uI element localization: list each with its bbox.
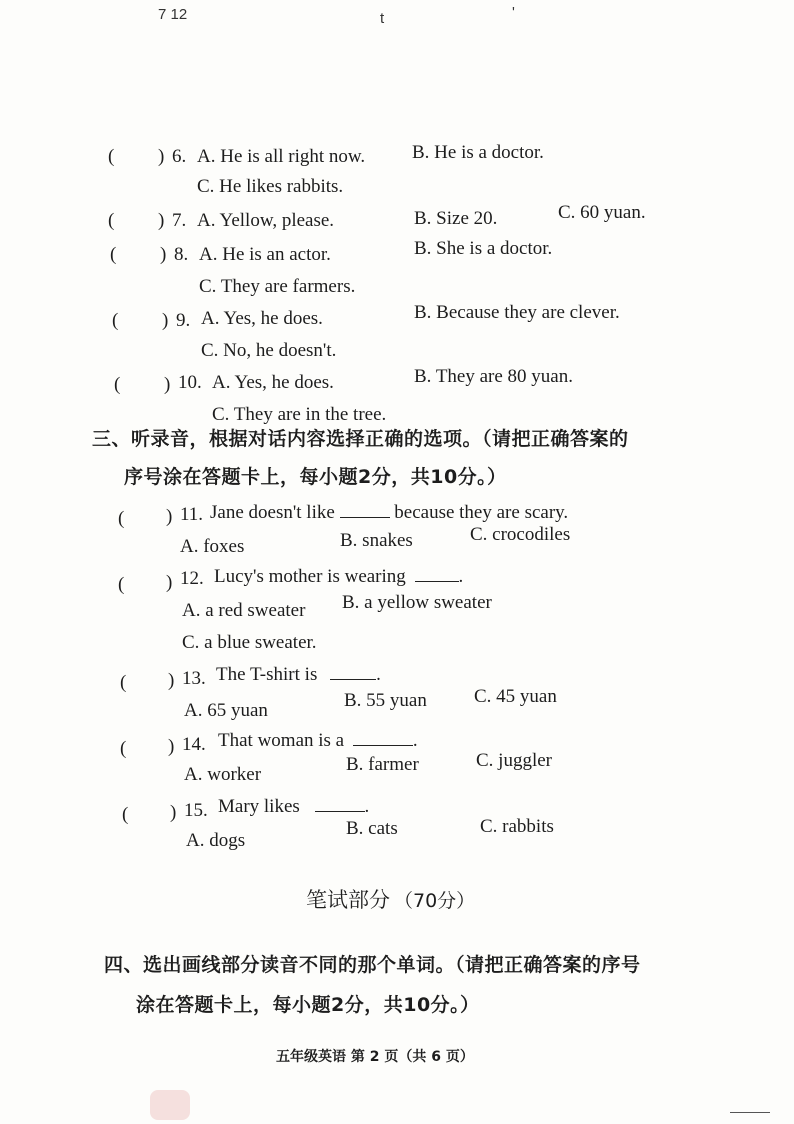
answer-blank [315,810,365,812]
scan-stain [150,1090,190,1120]
stem-text-after: because they are scary. [394,502,569,523]
scan-mark-left: 7 12 [158,6,188,23]
question-number: 12. [180,568,204,589]
option-a: A. Yes, he does. [201,308,323,329]
answer-paren-open: ( [122,804,129,825]
question-stem [218,796,369,818]
answer-paren-close: ) [170,802,177,823]
answer-paren-close: ) [166,506,173,527]
option-a: A. He is an actor. [199,244,331,265]
question-number: 13. [182,668,206,689]
option-c: C. juggler [476,750,552,771]
answer-paren-close: ) [158,146,165,167]
option-c: C. No, he doesn't. [201,340,337,361]
answer-paren-open: ( [120,672,127,693]
question-number: 10. [178,372,202,393]
option-a: A. Yes, he does. [212,372,334,393]
option-a: A. worker [184,764,262,785]
answer-paren-open: ( [114,374,121,395]
stem-text-before: Lucy's mother is wearing [214,566,406,587]
scan-mark-right: ' [512,4,515,21]
answer-paren-open: ( [110,244,117,265]
page-footer: 五年级英语 第 2 页（共 6 页） [276,1049,474,1065]
option-b: B. cats [346,818,398,839]
option-b: B. They are 80 yuan. [414,366,573,387]
option-a: A. foxes [180,536,245,557]
option-c: C. crocodiles [470,524,571,545]
scan-mark-mid: t [380,10,385,27]
option-b: B. She is a doctor. [414,238,553,259]
question-stem [210,502,568,524]
written-part-heading [306,884,475,914]
option-c: C. a blue sweater. [182,632,317,653]
scan-edge-line [730,1112,770,1113]
section-4-heading-line1: 四、选出画线部分读音不同的那个单词。（请把正确答案的序号 [104,954,641,976]
question-stem [216,664,381,686]
answer-paren-open: ( [108,146,115,167]
answer-paren-close: ) [166,572,173,593]
option-a: A. dogs [186,830,246,851]
answer-paren-close: ) [160,244,167,265]
stem-text-after: . [412,730,418,751]
option-c: C. 60 yuan. [558,202,646,223]
stem-text-after: . [376,664,381,685]
question-number: 7. [172,210,187,231]
option-b: B. Because they are clever. [414,302,620,323]
stem-text-before: Jane doesn't like [210,502,335,523]
answer-paren-open: ( [118,508,125,529]
answer-paren-close: ) [164,374,171,395]
question-number: 8. [174,244,189,265]
answer-blank [353,744,413,746]
option-a: A. 65 yuan [184,700,268,721]
answer-paren-close: ) [162,310,169,331]
stem-text-after: . [364,796,370,817]
option-b: B. 55 yuan [344,690,427,711]
option-a: A. Yellow, please. [197,210,335,231]
question-stem [218,730,418,752]
option-b: B. snakes [340,530,413,551]
option-c: C. 45 yuan [474,686,557,707]
answer-blank [415,580,459,582]
option-b: B. a yellow sweater [342,592,492,613]
answer-blank [330,678,376,680]
stem-text-before: The T-shirt is [216,664,318,685]
answer-paren-open: ( [108,210,115,231]
question-number: 14. [182,734,206,755]
written-part-score: （70分） [394,890,476,912]
option-b: B. farmer [346,754,419,775]
answer-paren-open: ( [112,310,119,331]
option-a: A. a red sweater [182,600,306,621]
option-c: C. They are farmers. [199,276,356,297]
question-number: 6. [172,146,187,167]
question-number: 11. [180,504,204,525]
section-4-heading-line2: 涂在答题卡上，每小题2分，共10分。） [136,994,480,1016]
answer-paren-open: ( [118,574,125,595]
stem-text-before: That woman is a [218,730,345,751]
answer-paren-close: ) [158,210,165,231]
option-c: C. rabbits [480,816,554,837]
stem-text-before: Mary likes [218,796,300,817]
section-3-heading-line1: 三、听录音，根据对话内容选择正确的选项。（请把正确答案的 [92,428,629,450]
answer-blank [340,516,390,518]
stem-text-after: . [458,566,464,587]
option-c: C. He likes rabbits. [197,176,344,197]
section-3-heading-line2: 序号涂在答题卡上，每小题2分，共10分。） [124,466,507,488]
question-number: 9. [176,310,191,331]
option-a: A. He is all right now. [197,146,366,167]
option-b: B. Size 20. [414,208,498,229]
question-stem [214,566,463,588]
answer-paren-close: ) [168,670,175,691]
answer-paren-open: ( [120,738,127,759]
written-part-title: 笔试部分 [306,888,390,912]
option-c: C. They are in the tree. [212,404,387,425]
answer-paren-close: ) [168,736,175,757]
option-b: B. He is a doctor. [412,142,544,163]
question-number: 15. [184,800,208,821]
